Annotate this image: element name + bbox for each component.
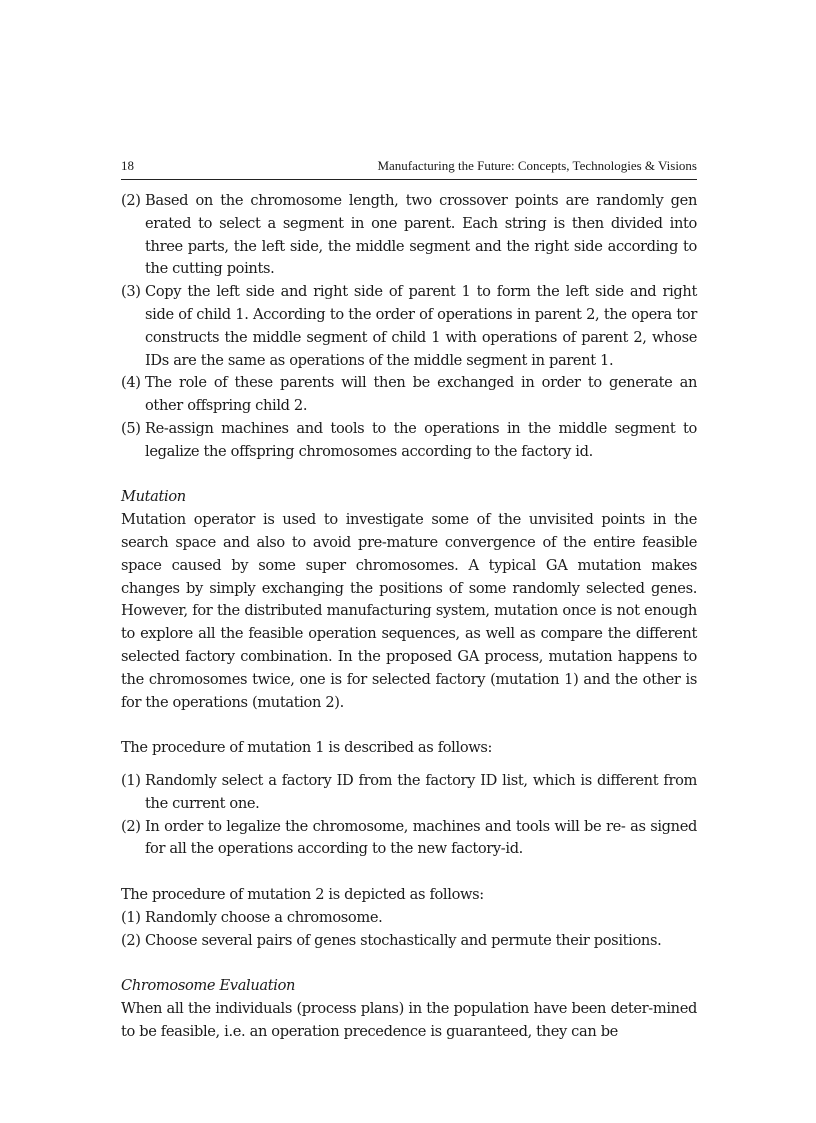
- section-title-chromosome-evaluation: Chromosome Evaluation: [121, 977, 296, 995]
- list-item-text: The role of these parents will then be exchanged in order to generate an other offspring child 2.: [145, 374, 697, 415]
- list-item-text: Based on the chromosome length, two crossover points are randomly gen erated to select a segment in one parent. Each string is then divided into three parts, the left side, the middle segment and the right side according to the cutting points.: [145, 192, 697, 278]
- list-item-number: (5): [121, 419, 141, 437]
- list-item: [121, 281, 697, 372]
- list-item-text: Randomly select a factory ID from the factory ID list, which is different from the current one.: [145, 771, 697, 812]
- list-item: [121, 770, 697, 816]
- list-item-number: (4): [121, 374, 141, 392]
- list-item-number: (3): [121, 283, 141, 301]
- page-body: [121, 190, 697, 1043]
- list-item-text: In order to legalize the chromosome, machines and tools will be re- as signed for all the operations according to the new factory-id.: [145, 817, 697, 858]
- list-item-number: (2): [121, 817, 141, 835]
- list-item-number: (1): [121, 771, 141, 789]
- list-item-text: Re-assign machines and tools to the operations in the middle segment to legalize the offspring chromosomes according to the factory id.: [145, 419, 697, 460]
- page-number: 18: [121, 158, 134, 173]
- list-item: [121, 372, 697, 418]
- running-title: Manufacturing the Future: Concepts, Technologies & Visions: [377, 158, 697, 173]
- procedure2-intro: The procedure of mutation 2 is depicted as follows:: [121, 885, 484, 903]
- list-item-number: (1): [121, 908, 141, 926]
- list-item-number: (2): [121, 931, 141, 949]
- list-item-text: Randomly choose a chromosome.: [145, 908, 383, 926]
- list-item: [121, 418, 697, 464]
- section-title-mutation: Mutation: [121, 488, 186, 506]
- mutation-paragraph: Mutation operator is used to investigate some of the unvisited points in the search space and also to avoid pre-mature convergence of the entire feasible space caused by some super chromosomes. A typical GA mutation makes changes by simply exchanging the positions of some randomly selected genes. However, for the distributed manufacturing system, mutation once is not enough to explore all the feasible operation sequences, as well as compare the different selected factory combination. In the proposed GA process, mutation happens to the chromosomes twice, one is for selected factory (mutation 1) and the other is for the operations (mutation 2).: [121, 511, 697, 711]
- list-item: [121, 907, 697, 930]
- list-item-text: Choose several pairs of genes stochastically and permute their positions.: [145, 931, 662, 949]
- procedure1-intro: The procedure of mutation 1 is described as follows:: [121, 739, 493, 757]
- crossover-steps-list: [121, 190, 697, 464]
- list-item-number: (2): [121, 192, 141, 209]
- procedure1-steps-list: [121, 770, 697, 861]
- list-item: [121, 190, 697, 281]
- list-item-text: Copy the left side and right side of parent 1 to form the left side and right side of child 1. According to the order of operations in parent 2, the opera tor constructs the middle segment of child 1 with operations of parent 2, whose IDs are the same as operations of the middle segment in parent 1.: [145, 283, 697, 369]
- procedure2-steps-list: [121, 907, 697, 953]
- list-item: [121, 816, 697, 862]
- evaluation-paragraph: When all the individuals (process plans) in the population have been deter-mined to be feasible, i.e. an operation precedence is guaranteed, they can be: [121, 999, 697, 1040]
- list-item: [121, 930, 697, 953]
- page-header: [121, 155, 697, 180]
